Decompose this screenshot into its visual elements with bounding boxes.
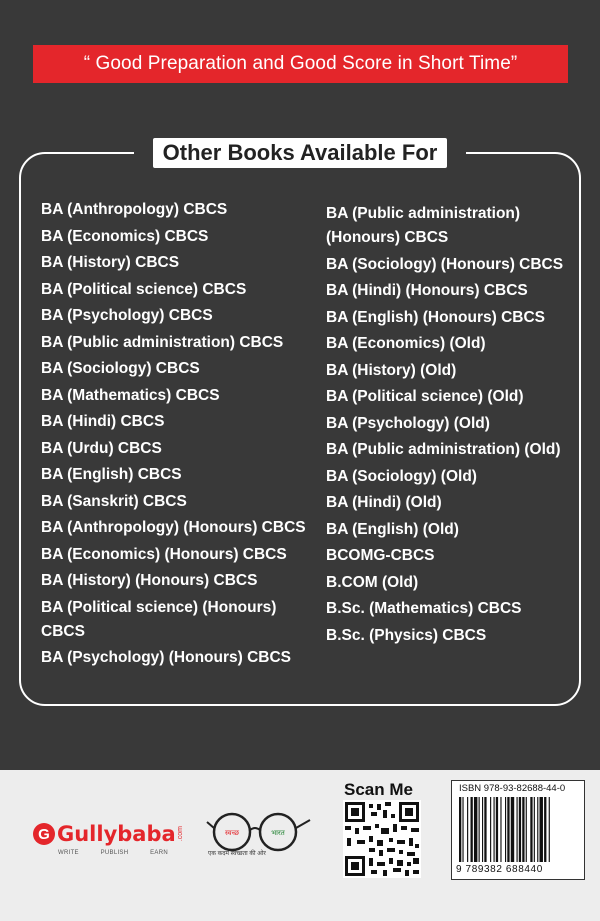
books-title: Other Books Available For bbox=[153, 138, 448, 168]
logo-g-icon: G bbox=[33, 823, 55, 845]
book-item: BA (History) CBCS bbox=[41, 254, 180, 271]
book-item: BA (Urdu) CBCS bbox=[41, 439, 162, 457]
book-item: BA (Economics) (Old) bbox=[326, 335, 486, 352]
logo-sub-publish: PUBLISH bbox=[100, 850, 129, 856]
logo-sub-write: WRITE bbox=[58, 850, 79, 856]
book-item: B.COM (Old) bbox=[326, 573, 419, 591]
book-item: BA (Hindi) (Honours) CBCS bbox=[326, 282, 528, 299]
tagline-banner: “ Good Preparation and Good Score in Short Time” bbox=[33, 45, 568, 83]
isbn-label: ISBN 978-93-82688-44-0 bbox=[459, 783, 566, 794]
book-item: BA (Economics) (Honours) CBCS bbox=[41, 545, 287, 563]
logo-name: Gullybaba bbox=[57, 822, 176, 846]
book-item: BA (Political science) (Old) bbox=[326, 388, 524, 405]
swachh-left-word: स्वच्छ bbox=[224, 829, 240, 837]
books-title-box bbox=[134, 137, 466, 169]
gullybaba-logo bbox=[33, 822, 184, 846]
book-item: BA (Economics) CBCS bbox=[41, 227, 209, 245]
book-item: BA (Mathematics) CBCS bbox=[41, 386, 220, 404]
qr-code-icon bbox=[343, 800, 421, 878]
book-item: BA (Psychology) CBCS bbox=[41, 307, 213, 324]
book-item: BA (Political science) CBCS bbox=[41, 280, 247, 298]
book-item: BA (Public administration) (Old) bbox=[326, 441, 561, 458]
book-item: BA (English) (Honours) CBCS bbox=[326, 308, 545, 326]
scan-label: Scan Me bbox=[344, 780, 413, 799]
book-item: BA (Hindi) CBCS bbox=[41, 413, 165, 430]
books-column-right bbox=[326, 202, 576, 650]
book-item: BA (Sociology) (Honours) CBCS bbox=[326, 255, 564, 273]
book-item: BA (English) CBCS bbox=[41, 466, 182, 483]
book-item: BA (Anthropology) (Honours) CBCS bbox=[41, 519, 306, 536]
book-item: BA (History) (Old) bbox=[326, 361, 457, 379]
book-item: BA (History) (Honours) CBCS bbox=[41, 572, 258, 589]
swachh-right-word: भारत bbox=[271, 829, 285, 837]
swachh-caption: एक कदम स्वच्छता की ओर bbox=[208, 851, 266, 857]
book-item: BA (Sanskrit) CBCS bbox=[41, 492, 187, 510]
books-column-left bbox=[41, 198, 311, 673]
book-item: BA (Psychology) (Old) bbox=[326, 414, 490, 432]
book-item: BA (Sociology) (Old) bbox=[326, 467, 477, 485]
barcode-number: 9 789382 688440 bbox=[456, 864, 543, 875]
logo-subtitle bbox=[58, 850, 168, 856]
book-item: BA (Psychology) (Honours) CBCS bbox=[41, 649, 292, 666]
logo-sub-earn: EARN bbox=[150, 850, 168, 856]
book-item: BA (Public administration) (Honours) CBCS bbox=[326, 205, 521, 246]
book-item: BA (Anthropology) CBCS bbox=[41, 201, 228, 218]
book-item: BCOMG-CBCS bbox=[326, 547, 435, 564]
book-item: BA (Public administration) CBCS bbox=[41, 333, 284, 351]
book-item: BA (Political science) (Honours) CBCS bbox=[41, 598, 277, 640]
book-item: BA (Sociology) CBCS bbox=[41, 360, 200, 377]
book-item: BA (English) (Old) bbox=[326, 520, 459, 538]
logo-domain: .com bbox=[176, 826, 184, 842]
book-item: B.Sc. (Physics) CBCS bbox=[326, 626, 487, 644]
book-item: BA (Hindi) (Old) bbox=[326, 494, 442, 511]
book-item: B.Sc. (Mathematics) CBCS bbox=[326, 600, 522, 617]
barcode-icon bbox=[457, 797, 579, 862]
